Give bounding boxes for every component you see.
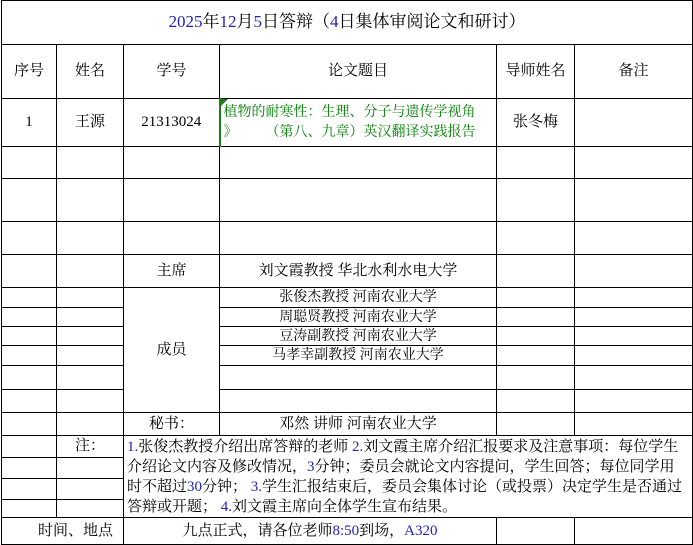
chair-label-cell[interactable]: 主席 — [124, 255, 220, 288]
table-row — [2, 255, 693, 288]
empty-cell[interactable] — [497, 366, 575, 390]
header-no[interactable]: 序号 — [2, 45, 57, 99]
table-row — [2, 179, 693, 222]
secretary-label-cell[interactable]: 秘书： — [124, 413, 220, 436]
empty-cell[interactable] — [124, 147, 220, 179]
empty-cell[interactable] — [220, 222, 497, 255]
empty-cell[interactable] — [575, 413, 693, 436]
empty-cell[interactable] — [497, 413, 575, 436]
empty-cell[interactable] — [57, 255, 124, 288]
empty-cell[interactable] — [497, 327, 575, 346]
empty-cell[interactable] — [2, 479, 57, 500]
table-row — [2, 222, 693, 255]
table-row — [2, 436, 693, 458]
empty-cell[interactable] — [220, 179, 497, 222]
empty-cell[interactable] — [57, 366, 124, 390]
empty-cell[interactable] — [575, 308, 693, 327]
empty-cell[interactable] — [575, 327, 693, 346]
empty-cell[interactable] — [2, 366, 57, 390]
header-student-id[interactable]: 学号 — [124, 45, 220, 99]
empty-cell[interactable] — [497, 179, 575, 222]
empty-cell[interactable] — [57, 390, 124, 413]
table-row — [2, 327, 693, 346]
empty-cell[interactable] — [575, 390, 693, 413]
empty-cell[interactable] — [497, 288, 575, 308]
member-value-cell[interactable]: 张俊杰教授 河南农业大学 — [220, 288, 497, 308]
cell-no[interactable]: 1 — [2, 99, 57, 147]
empty-cell[interactable] — [57, 147, 124, 179]
cell-advisor[interactable]: 张冬梅 — [497, 99, 575, 147]
empty-cell[interactable] — [575, 222, 693, 255]
cell-thesis-title[interactable] — [220, 99, 497, 147]
empty-cell[interactable] — [575, 179, 693, 222]
empty-cell[interactable] — [2, 255, 57, 288]
empty-cell[interactable] — [575, 255, 693, 288]
header-name[interactable]: 姓名 — [57, 45, 124, 99]
sheet-title-cell[interactable]: 2025年12月5日答辩（4日集体审阅论文和研讨） — [2, 1, 693, 45]
cell-remark[interactable] — [575, 99, 693, 147]
empty-cell[interactable] — [57, 479, 124, 500]
empty-cell[interactable] — [57, 288, 124, 308]
empty-cell[interactable] — [497, 147, 575, 179]
members-label-cell[interactable]: 成员 — [124, 288, 220, 413]
empty-cell[interactable] — [220, 390, 497, 413]
empty-cell[interactable] — [497, 308, 575, 327]
empty-cell[interactable] — [575, 288, 693, 308]
empty-cell[interactable] — [124, 179, 220, 222]
thesis-title-line1: 植物的耐寒性：生理、分子与遗传学视角 — [223, 104, 476, 120]
empty-cell[interactable] — [220, 366, 497, 390]
cell-name[interactable]: 王源 — [57, 99, 124, 147]
empty-cell[interactable] — [57, 327, 124, 346]
empty-cell[interactable] — [2, 327, 57, 346]
empty-cell[interactable] — [57, 179, 124, 222]
header-thesis-title[interactable]: 论文题目 — [220, 45, 497, 99]
empty-cell[interactable] — [575, 518, 693, 545]
empty-cell[interactable] — [575, 346, 693, 366]
header-advisor[interactable]: 导师姓名 — [497, 45, 575, 99]
chair-value-cell[interactable]: 刘文霞教授 华北水利水电大学 — [220, 255, 497, 288]
member-value-cell[interactable]: 豆涛副教授 河南农业大学 — [220, 327, 497, 346]
table-row — [2, 99, 693, 147]
empty-cell[interactable] — [57, 413, 124, 436]
table-row — [2, 147, 693, 179]
empty-cell[interactable] — [124, 222, 220, 255]
defense-schedule-table — [1, 0, 693, 545]
empty-cell[interactable] — [2, 288, 57, 308]
empty-cell[interactable] — [497, 390, 575, 413]
table-row — [2, 413, 693, 436]
empty-cell[interactable] — [2, 390, 57, 413]
empty-cell[interactable] — [2, 179, 57, 222]
empty-cell[interactable] — [2, 308, 57, 327]
empty-cell[interactable] — [2, 500, 57, 518]
empty-cell[interactable] — [57, 346, 124, 366]
empty-cell[interactable] — [57, 458, 124, 479]
empty-cell[interactable] — [2, 458, 57, 479]
empty-cell[interactable] — [497, 222, 575, 255]
member-value-cell[interactable]: 马孝幸副教授 河南农业大学 — [220, 346, 497, 366]
time-place-value-cell[interactable]: 九点正式，请各位老师8:50到场，A320 — [124, 518, 497, 545]
empty-cell[interactable] — [2, 436, 57, 458]
table-row — [2, 288, 693, 308]
time-place-label-cell[interactable]: 时间、地点 — [2, 518, 124, 545]
table-row — [2, 518, 693, 545]
empty-cell[interactable] — [575, 147, 693, 179]
empty-cell[interactable] — [57, 222, 124, 255]
table-row — [2, 346, 693, 366]
empty-cell[interactable] — [2, 413, 57, 436]
table-row — [2, 390, 693, 413]
empty-cell[interactable] — [575, 366, 693, 390]
secretary-value-cell[interactable]: 邓然 讲师 河南农业大学 — [220, 413, 497, 436]
table-row — [2, 366, 693, 390]
table-row — [2, 308, 693, 327]
cell-corner-marker-icon — [221, 99, 228, 106]
cell-student-id[interactable]: 21313024 — [124, 99, 220, 147]
empty-cell[interactable] — [497, 346, 575, 366]
empty-cell[interactable] — [2, 222, 57, 255]
empty-cell[interactable] — [57, 500, 124, 518]
member-value-cell[interactable]: 周聪贤教授 河南农业大学 — [220, 308, 497, 327]
empty-cell[interactable] — [497, 255, 575, 288]
empty-cell[interactable] — [220, 147, 497, 179]
empty-cell[interactable] — [2, 346, 57, 366]
header-remark[interactable]: 备注 — [575, 45, 693, 99]
empty-cell[interactable] — [2, 147, 57, 179]
thesis-title-line2: 》 （第八、九章）英汉翻译实践报告 — [223, 124, 476, 140]
notes-label-cell[interactable]: 注： — [57, 436, 124, 458]
notes-text-cell[interactable]: 1.张俊杰教授介绍出席答辩的老师 2.刘文霞主席介绍汇报要求及注意事项：每位学生介绍论文内容及修改情况，3分钟；委员会就论文内容提问，学生回答；每位同学用时不超过30分钟； 3.学生汇报结束后，委员会集体讨论（或投票）决定学生是否通过答辩或开题； 4.刘文霞主席向全体学生宣布结果。 — [124, 436, 693, 518]
empty-cell[interactable] — [57, 308, 124, 327]
empty-cell[interactable] — [497, 518, 575, 545]
